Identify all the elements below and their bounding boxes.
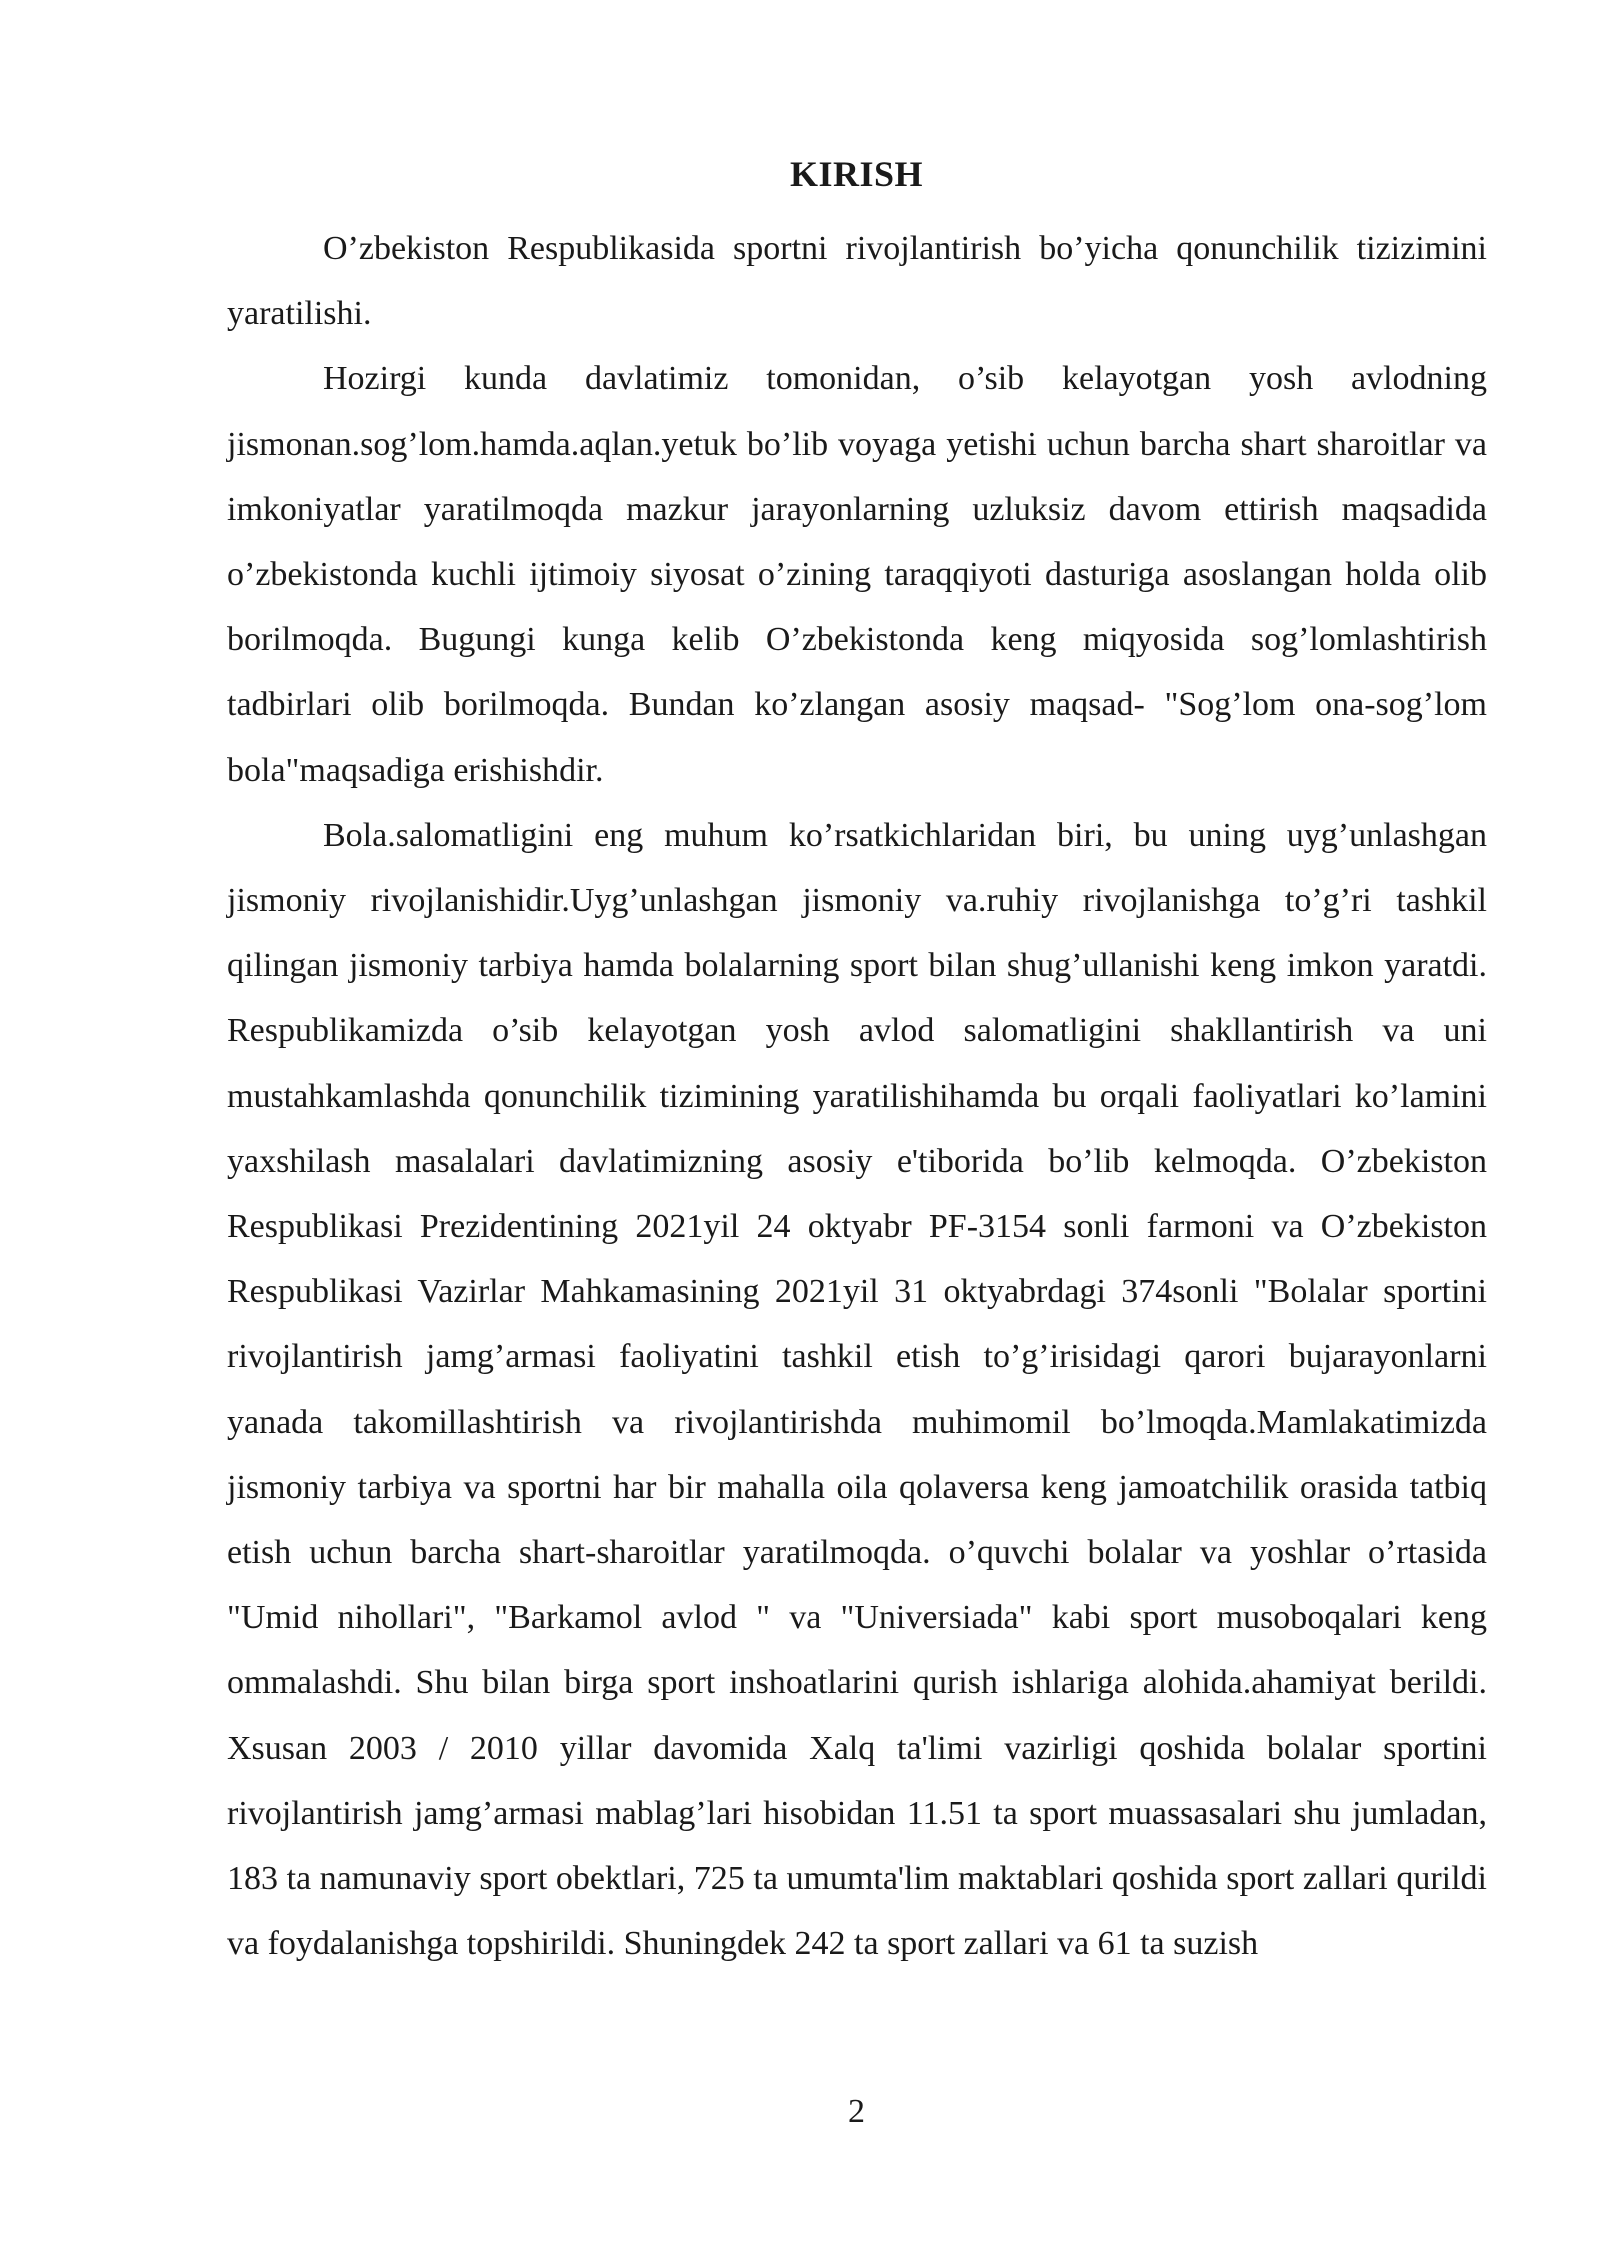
document-body	[227, 216, 1487, 1976]
paragraph: O’zbekiston Respublikasida sportni rivojlantirish bo’yicha qonunchilik tizizimini yaratilishi.	[227, 230, 1487, 333]
paragraph: Hozirgi kunda davlatimiz tomonidan, o’sib kelayotgan yosh avlodning jismonan.sog’lom.hamda.aqlan.yetuk bo’lib voyaga yetishi uchun barcha shart sharoitlar va imkoniyatlar yaratilmoqda mazkur jarayonlarning uzluksiz davom ettirish maqsadida o’zbekistonda kuchli ijtimoiy siyosat o’zining taraqqiyoti dasturiga asoslangan holda olib borilmoqda. Bugungi kunga kelib O’zbekistonda keng miqyosida sog’lomlashtirish tadbirlari olib borilmoqda. Bundan ko’zlangan asosiy maqsad- "Sog’lom ona-sog’lom bola"maqsadiga erishishdir.	[227, 360, 1487, 789]
paragraph: Bola.salomatligini eng muhum ko’rsatkichlaridan biri, bu uning uyg’unlashgan jismoniy rivojlanishidir.Uyg’unlashgan jismoniy va.ruhiy rivojlanishga to’g’ri tashkil qilingan jismoniy tarbiya hamda bolalarning sport bilan shug’ullanishi keng imkon yaratdi. Respublikamizda o’sib kelayotgan yosh avlod salomatligini shakllantirish va uni mustahkamlashda qonunchilik tizimining yaratilishihamda bu orqali faoliyatlari ko’lamini yaxshilash masalalari davlatimizning asosiy e'tiborida bo’lib kelmoqda. O’zbekiston Respublikasi Prezidentining 2021yil 24 oktyabr PF-3154 sonli farmoni va O’zbekiston Respublikasi Vazirlar Mahkamasining 2021yil 31 oktyabrdagi 374sonli "Bolalar sportini rivojlantirish jamg’armasi faoliyatini tashkil etish to’g’irisidagi qarori bujarayonlarni yanada takomillashtirish va rivojlantirishda muhimomil bo’lmoqda.Mamlakatimizda jismoniy tarbiya va sportni har bir mahalla oila qolaversa keng jamoatchilik orasida tatbiq etish uchun barcha shart-sharoitlar yaratilmoqda. o’quvchi bolalar va yoshlar o’rtasida "Umid nihollari", "Barkamol avlod " va "Universiada" kabi sport musoboqalari keng ommalashdi. Shu bilan birga sport inshoatlarini qurish ishlariga alohida.ahamiyat berildi. Xsusan 2003 / 2010 yillar davomida Xalq ta'limi vazirligi qoshida bolalar sportini rivojlantirish jamg’armasi mablag’lari hisobidan 11.51 ta sport muassasalari shu jumladan, 183 ta namunaviy sport obektlari, 725 ta umumta'lim maktablari qoshida sport zallari qurildi va foydalanishga topshirildi. Shuningdek 242 ta sport zallari va 61 ta suzish	[227, 816, 1487, 1963]
page-heading: KIRISH	[789, 154, 924, 194]
page-number: 2	[848, 2093, 865, 2130]
